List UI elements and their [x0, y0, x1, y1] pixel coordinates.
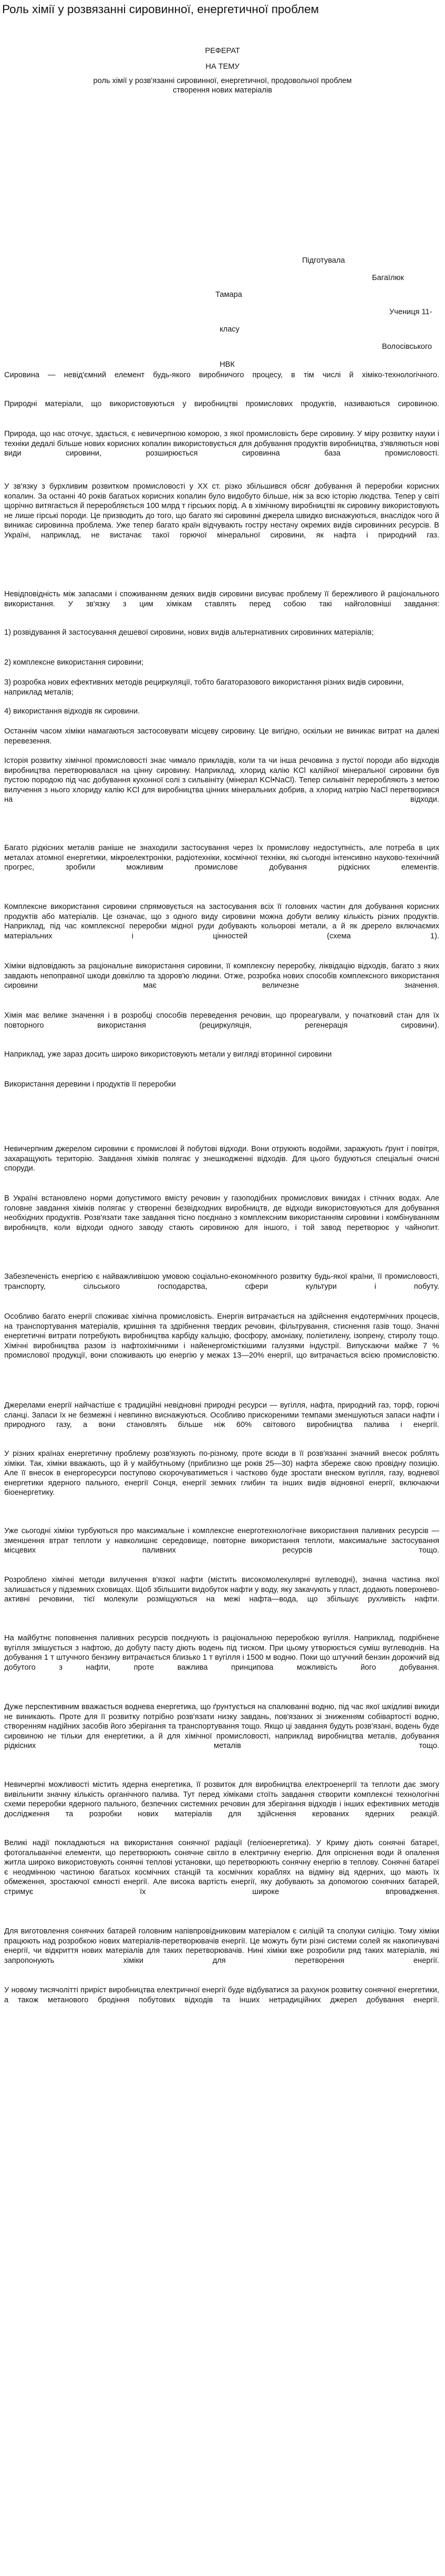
paragraph: Використання деревини і продуктів її переробки [4, 1080, 176, 1089]
paragraph: Уже сьогодні хіміки турбуються про максимальне і комплексне енерготехнологічне використання паливних ресурсів — зменшення втрат теплоти у навколишнє середовище, повторне використання теплоти, максимальне застосування місцевих паливних ресурсів тощо. [4, 1527, 439, 1555]
paragraph: У різних країнах енергетичну проблему розв'язують по-різному, проте всюди в її розв'язанні значний внесок роблять хіміки. Так, хіміки вважають, що й у майбутньому (приблизно ще років 25—30) нафта збереже свою провідну позицію. Але її внесок в енергоресурси поступово скорочуватиметься і частково буде зростати внеском вугілля, газу, водневої енергетики ядерного пального, енергії Сонця, енергії земних глибин та інших видів відновної енергії, включаючи біоенергетику. [4, 1450, 439, 1497]
paragraph: Сировина — невід'ємний елемент будь-якого виробничого процесу, в тім числі й хіміко-технологічного. [4, 371, 439, 379]
page-title: Роль хімії у розвязанні сировинної, енергетичної проблем [2, 3, 319, 16]
paragraph: Розроблено хімічні методи вилучення в'язкої нафти (містить високомолекулярні вуглеводні), значна частина якої залишається у підземних сховищах. Щоб збільшити видобуток нафти у воду, яку закачують у пласт, додають поверхнево-активні речовини, тієї молекули розміщуються на межі нафта—вода, що збільшує рухливість нафти. [4, 1576, 439, 1604]
list-item: 3) розробка нових ефективних методів рециркуляції, тобто багаторазового використання різних видів сировини, наприклад металів; [4, 678, 404, 697]
paragraph: У новому тисячолітті приріст виробництва електричної енергії буде відбуватися за рахунок розвитку сонячної енергетики, а також метанового бродіння побутових відходів та інших нетрадиційних джерел добування енергії. [4, 1986, 439, 2004]
paragraph: Джерелами енергії найчастіше є традиційні невідновні природні ресурси — вугілля, нафта, природний газ, торф, горючі сланці. Запаси їх не безмежні і невпинно виснажуються. Особливо прискореними темпами зменшуються запаси нафти і природного газу, а вони становлять більше ніж 60% світового виробництва палива і енергії. [4, 1401, 439, 1430]
paragraph: На майбутнє поповнення паливних ресурсів поєднують із раціональною переробкою вугілля. Наприклад, подрібнене вугілля змішується з нафтою, до добуту пасту діють водень під тиском. При цьому утворюється суміш вуглеводнів. На добування 1 т штучного бензину витрачається близько 1 т вугілля і 1500 м водню. Поки що штучний бензин дорожчий від добутого з нафти, проте важлива принципова можливість його добування. [4, 1634, 439, 1672]
paragraph: Особливо багато енергії споживає хімічна промисловість. Енергія витрачається на здійснення ендотермічних процесів, на транспортування матеріалів, кришіння та здрібнення твердих речовин, фільтрування, стиснення газів тощо. Значні енергетичні витрати потребують виробництва карбіду кальцію, фосфору, амоніаку, поліетилену, ізопрену, стиролу тощо. Хімічні виробництва разом із нафтохімічними і найенергомісткішими галузями індустрії. Випускаючи майже 7 % промислової продукції, вони споживають цю енергію у межах 13—20% енергії, що витрачається всією промисловістю. [4, 1312, 439, 1360]
school-name: Волосівського [382, 343, 432, 351]
prepared-by: Підготувала [302, 256, 345, 265]
on-topic: НА ТЕМУ [205, 63, 240, 71]
topic-line-2: створення нових матеріалів [173, 86, 272, 95]
paragraph: Великі надії покладаються на використання сонячної радіації (геліоенергетика). У Криму діють сонячні батареї, фотогальванічні елементи, що перетворюють сонячне світло в електричну енергію. Для опріснення води й опалення житла широко використовують сонячні теплові установки, що перетворюють сонячну енергію в теплову. Сонячні батареї є неодмінною частиною багатьох космічних станцій та космічних кораблях на відміну від ядерних, що мають їх обмеження, зростаючої ємності енергії. Але висока вартість енергії, яку добувають за допомогою сонячних батарей, стримує їх широке впровадження. [4, 1839, 439, 1896]
nvk-label: НВК [220, 360, 235, 369]
paragraph: Невичерпні можливості містить ядерна енергетика, її розвиток для виробництва електроенергії та теплоти дає змогу вивільнити значну кількість органічного палива. Тут перед хіміками стоїть завдання створити комплексні технологічні схеми переробки ядерного пального, безпечних системних речовин для зберігання відходів і інших ефективних методів дослідження та розробки нових матеріалів для здійснення керованих ядерних реакцій. [4, 1781, 439, 1818]
paragraph: Природа, що нас оточує, здається, є невичерпною коморою, з якої промисловість бере сировину. У міру розвитку науки і техніки дедалі більше нових корисних копалин використовується для добування продуктів виробництва, з'являються нові види сировини, розширюється сировинна база промисловості. [4, 430, 439, 458]
paragraph: У зв'язку з бурхливим розвитком промисловості у XX ст. різко збільшився обсяг добування й переробки корисних копалин. За останні 40 років багатьох корисних копалин було видобуто більше, ніж за всю історію людства. Тепер у світі щорічно витягається й переробляється 100 млрд т гірських порід. А в хімічному виробництві як сировину використовують не лише гірські породи. Це призводить до того, що багато які сировинні джерела швидко виснажуються, внаслідок чого й виникає сировинна проблема. Уже тепер багато країн відчувають гостру нестачу окремих видів сировинних ресурсів. В Україні, наприклад, не вистачає такої горючої мінеральної сировини, як нафта і природний газ. [4, 482, 439, 540]
paragraph: Невичерпним джерелом сировини є промислові й побутові відходи. Вони отруюють водойми, заражують ґрунт і повітря, захаращують територію. Завдання хіміків полягає у знешкодженні відходів. Для цього будуються спеціальні очисні споруди. [4, 1145, 439, 1173]
author-name: Тамара [215, 291, 242, 299]
paragraph: Наприклад, уже зараз досить широко використовують метали у вигляді вторинної сировини [4, 1050, 332, 1059]
list-item: 4) використання відходів як сировини. [4, 707, 140, 716]
paragraph: Для виготовлення сонячних батарей головним напівпровідниковим матеріалом є силіцій та сполуки силіцію. Тому хіміки працюють над розробкою нових матеріалів-перетворювачів енергії. Це можуть бути різні системи солей як накопичувачі енергії, чи відкриття нових матеріалів для таких перетворювачів. Нині хіміки вже розробили ряд таких матеріалів, які запропонують хіміки для перетворення енергії. [4, 1927, 439, 1965]
paragraph: В Україні встановлено норми допустимого вмісту речовин у газоподібних промислових викидах і стічних водах. Але головне завдання хіміків полягає у створенні безвідходних виробництв, де відходи використовуються для добування необхідних продуктів. Розв'язати таке завдання тісно поєднано з комплексним використанням сировини і комбінуванням виробництв, коли відходи одного заводу стають сировиною для іншого, і той завод перетворює у чайнопит. [4, 1194, 439, 1232]
doc-type: РЕФЕРАТ [205, 47, 240, 55]
paragraph: Дуже перспективним вважається воднева енергетика, що ґрунтується на спалюванні водню, під час якої шкідливі викиди не виникають. Проте для її розвитку потрібно розв'язати низку завдань, пов'язаних зі зниженням собівартості водню, створенням надійних засобів його зберігання та транспортування тощо. Якщо ці завдання будуть розв'язані, водень буде сировиною не тільки для енергетики, а й для хімічної промисловості, наприклад виробництва металів, добування рідкісних металів тощо. [4, 1703, 439, 1751]
paragraph: Багато рідкісних металів раніше не знаходили застосування через їх промислову недоступність, але потреба в цих металах атомної енергетики, мікроелектроніки, радіотехніки, космічної техніки, які сьогодні інтенсивно науково-технічний прогрес, зробили можливим промислове добування рідкісних елементів. [4, 844, 439, 872]
list-item: 2) комплексне використання сировини; [4, 658, 144, 667]
paragraph: Історія розвитку хімічної промисловості знає чимало прикладів, коли та чи інша речовина з пустої породи або відходів виробництва перетворювалася на цінну сировину. Наприклад, хлорид калію KCl калійної мінеральної сировини був пустою породою під час добування кухонної солі з сильвініту (мінерал KCl•NaCl). Тепер сильвініт переробляють з метою вилучення з нього хлориду калію KCl для виробництва цінних мінеральних добрив, а хлорид натрію NaCl перетворився на відходи. [4, 757, 439, 804]
class-label: класу [220, 325, 240, 334]
paragraph: Забезпеченість енергією є найважливішою умовою соціально-економічного розвитку будь-якої країни, її промисловості, транспорту, сільського господарства, сфери культури і побуту. [4, 1273, 439, 1291]
paragraph: Комплексне використання сировини спрямовується на застосування всіх її головних частин для добування корисних продуктів або матеріалів. Це означає, що з одного виду сировини можна добути велику кількість різних продуктів. Наприклад, під час комплексної переробки мідної руди добувають кольорові метали, а й як дререло включаємих матеріальних і цінностей (схема 1). [4, 903, 439, 940]
paragraph: Хіміки відповідають за раціональне використання сировини, її комплексну переробку, ліквідацію відходів, багато з яких завдають непоправної шкоди довкіллю та здоров'ю людини. Отже, розробка нових способів комплексного використання сировини має величезне значення. [4, 962, 439, 990]
student-label: Учениця 11- [389, 308, 432, 316]
author-surname: Багаїлюк [372, 274, 404, 282]
paragraph: Природні матеріали, що використовуються у виробництві промислових продуктів, називаються сировиною. [4, 400, 439, 408]
paragraph: Останнім часом хіміки намагаються застосовувати місцеву сировину. Це вигідно, оскільки не виникає витрат на далекі перевезення. [4, 727, 439, 746]
list-item: 1) розвідування й застосування дешевої сировини, нових видів альтернативних сировинних матеріалів; [4, 628, 374, 637]
paragraph: Хімія має велике значення і в розробці способів переведення речовин, що прореагували, у початковий стан для їх повторного використання (рециркуляція, регенерація сировини). [4, 1011, 439, 1030]
topic-line-1: роль хімії у розв'язанні сировинної, енергетичної, продовольчої проблем [93, 77, 352, 85]
paragraph: Невідповідність між запасами і споживанням деяких видів сировини висуває проблему її бережливого й раціонального використання. У зв'язку з цим хімікам ставлять перед собою такі найголовніші завдання: [4, 590, 439, 608]
